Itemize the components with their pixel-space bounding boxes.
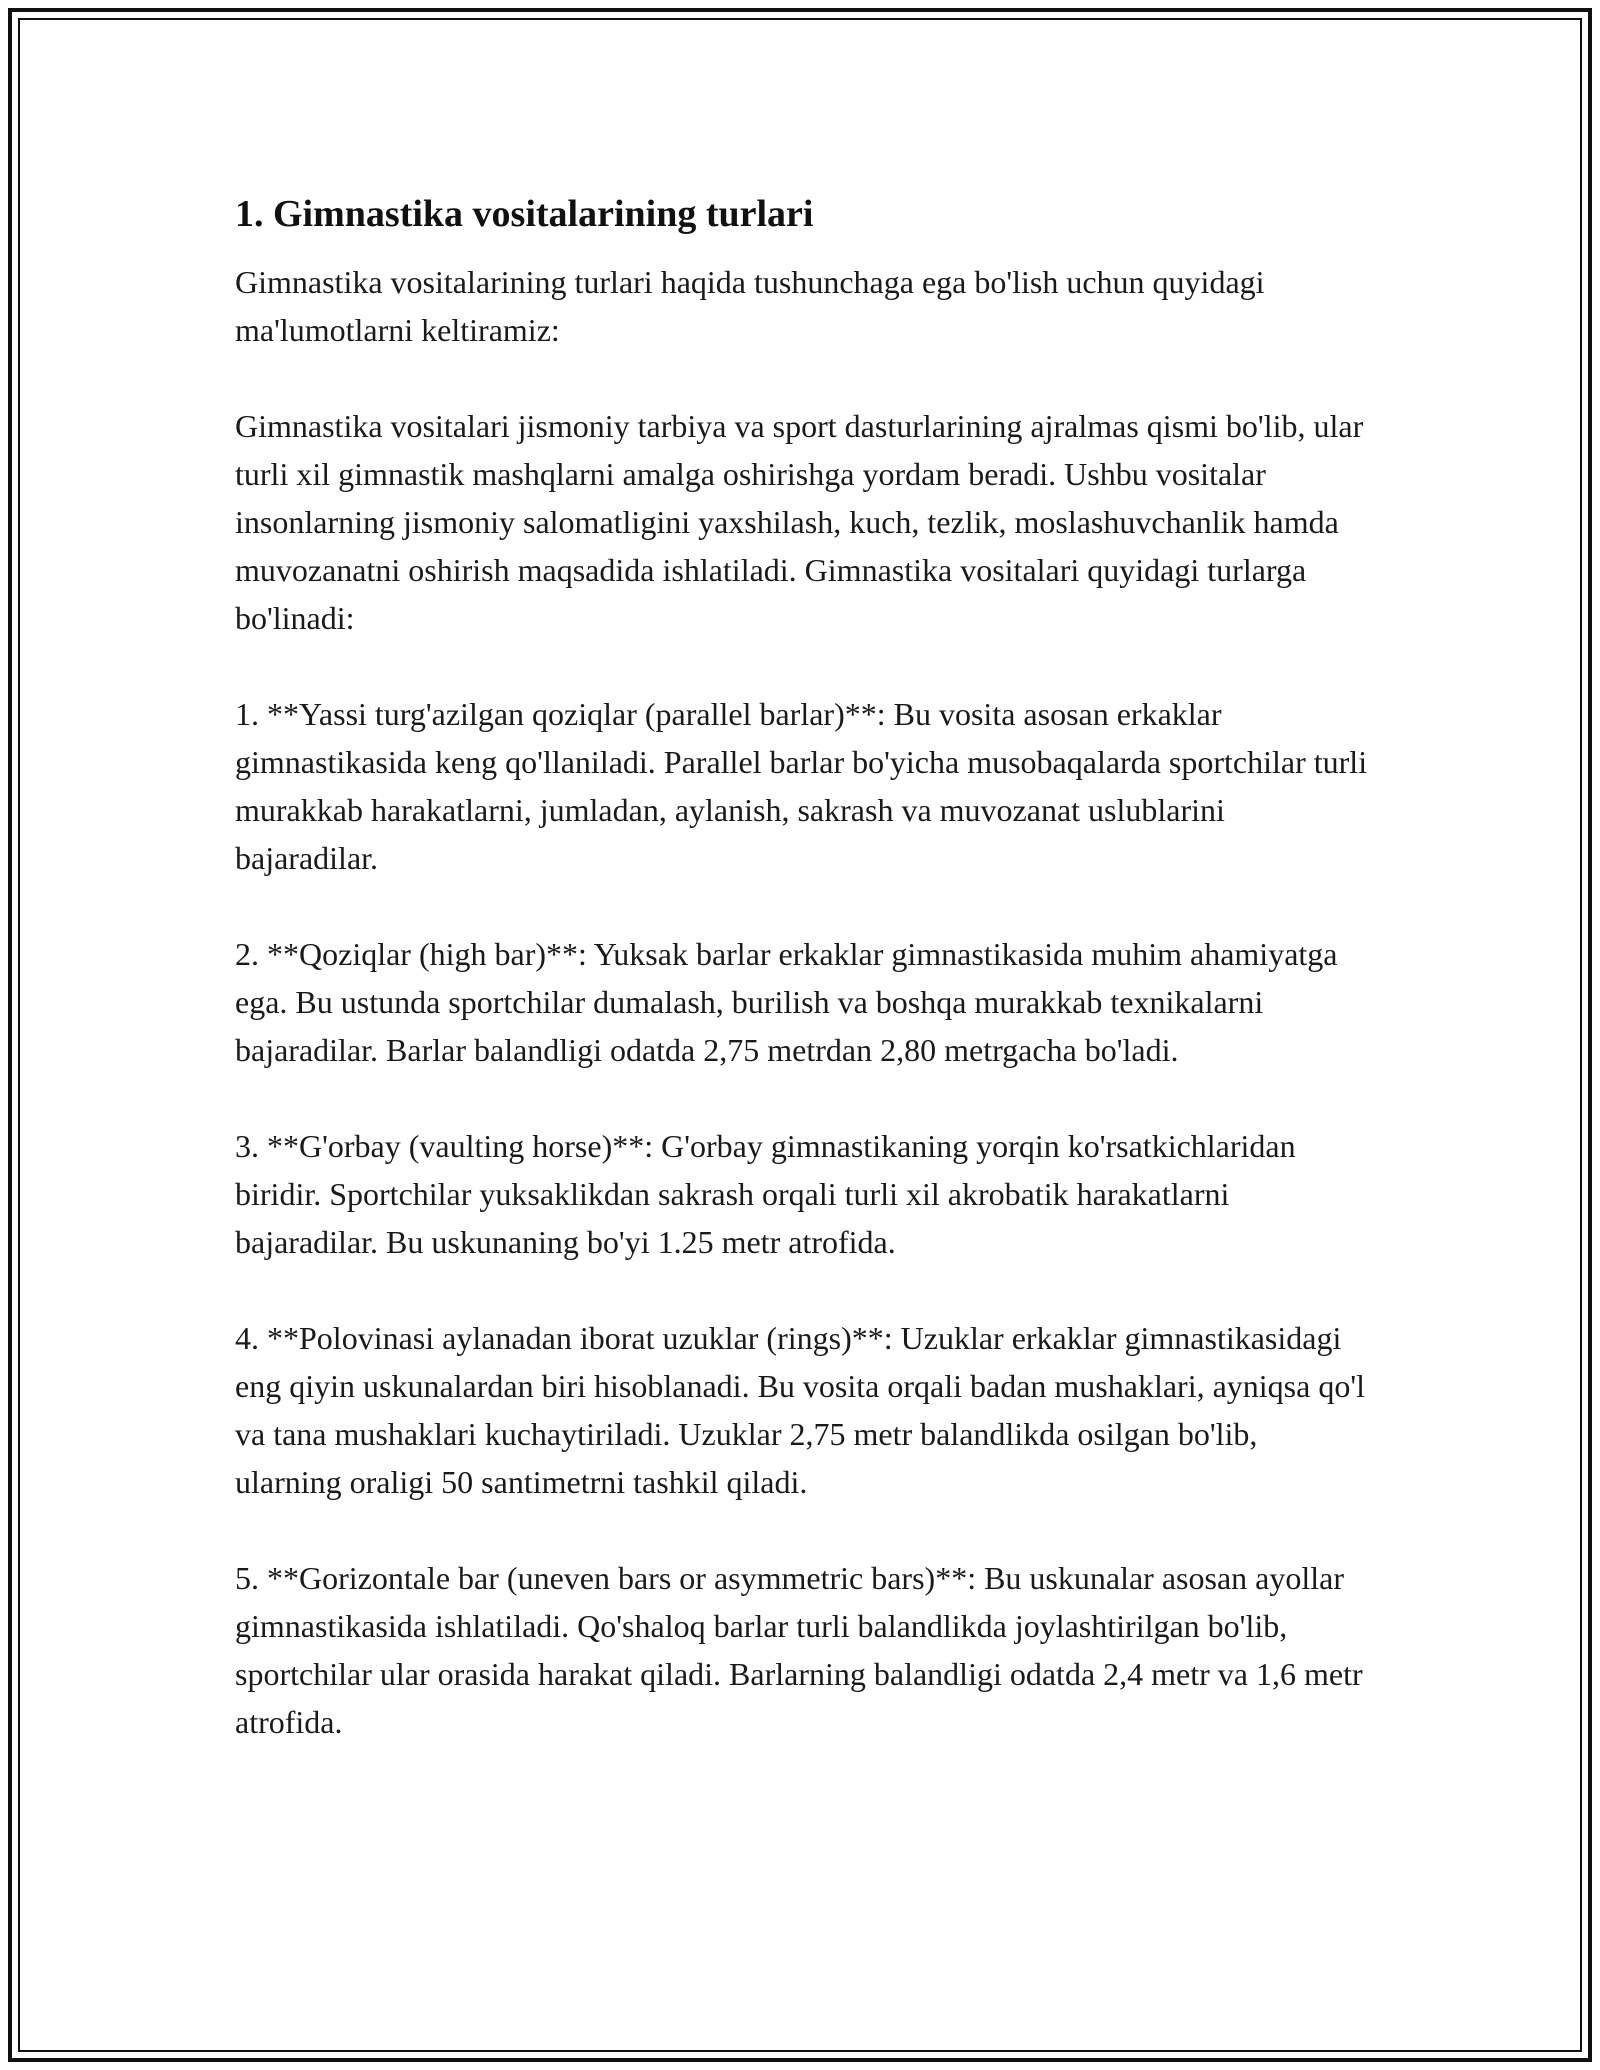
overview-paragraph: Gimnastika vositalari jismoniy tarbiya va sport dasturlarining ajralmas qismi bo'lib, ular turli xil gimnastik mashqlarni amalga oshirishga yordam beradi. Ushbu vositalar insonlarning jismoniy salomatligini yaxshilash, kuch, tezlik, moslashuvchanlik hamda muvozanatni oshirish maqsadida ishlatiladi. Gimnastika vositalari quyidagi turlarga bo'linadi: xyxy=(235,408,1364,636)
list-item-vaulting-horse: 3. **G'orbay (vaulting horse)**: G'orbay gimnastikaning yorqin ko'rsatkichlaridan biridir. Sportchilar yuksaklikdan sakrash orqali turli xil akrobatik harakatlarni bajaradilar. Bu uskunaning bo'yi 1.25 metr atrofida. xyxy=(235,1128,1296,1260)
list-item-parallel-bars: 1. **Yassi turg'azilgan qoziqlar (parallel barlar)**: Bu vosita asosan erkaklar gimnastikasida keng qo'llaniladi. Parallel barlar bo'yicha musobaqalarda sportchilar turli murakkab harakatlarni, jumladan, aylanish, sakrash va muvozanat uslublarini bajaradilar. xyxy=(235,696,1368,876)
list-item-rings: 4. **Polovinasi aylanadan iborat uzuklar (rings)**: Uzuklar erkaklar gimnastikasidagi eng qiyin uskunalardan biri hisoblanadi. Bu vosita orqali badan mushaklari, ayniqsa qo'l va tana mushaklari kuchaytiriladi. Uzuklar 2,75 metr balandlikda osilgan bo'lib, ularning oraligi 50 santimetrni tashkil qiladi. xyxy=(235,1320,1365,1500)
list-item-high-bar: 2. **Qoziqlar (high bar)**: Yuksak barlar erkaklar gimnastikasida muhim ahamiyatga ega. Bu ustunda sportchilar dumalash, burilish va boshqa murakkab texnikalarni bajaradilar. Barlar balandligi odatda 2,75 metrdan 2,80 metrgacha bo'ladi. xyxy=(235,936,1338,1068)
document-body xyxy=(235,190,1370,1794)
list-item-uneven-bars: 5. **Gorizontale bar (uneven bars or asymmetric bars)**: Bu uskunalar asosan ayollar gimnastikasida ishlatiladi. Qo'shaloq barlar turli balandlikda joylashtirilgan bo'lib, sportchilar ular orasida harakat qiladi. Barlarning balandligi odatda 2,4 metr va 1,6 metr atrofida. xyxy=(235,1560,1363,1740)
document-title: 1. Gimnastika vositalarining turlari xyxy=(235,193,814,235)
intro-paragraph: Gimnastika vositalarining turlari haqida tushunchaga ega bo'lish uchun quyidagi ma'lumotlarni keltiramiz: xyxy=(235,264,1265,348)
